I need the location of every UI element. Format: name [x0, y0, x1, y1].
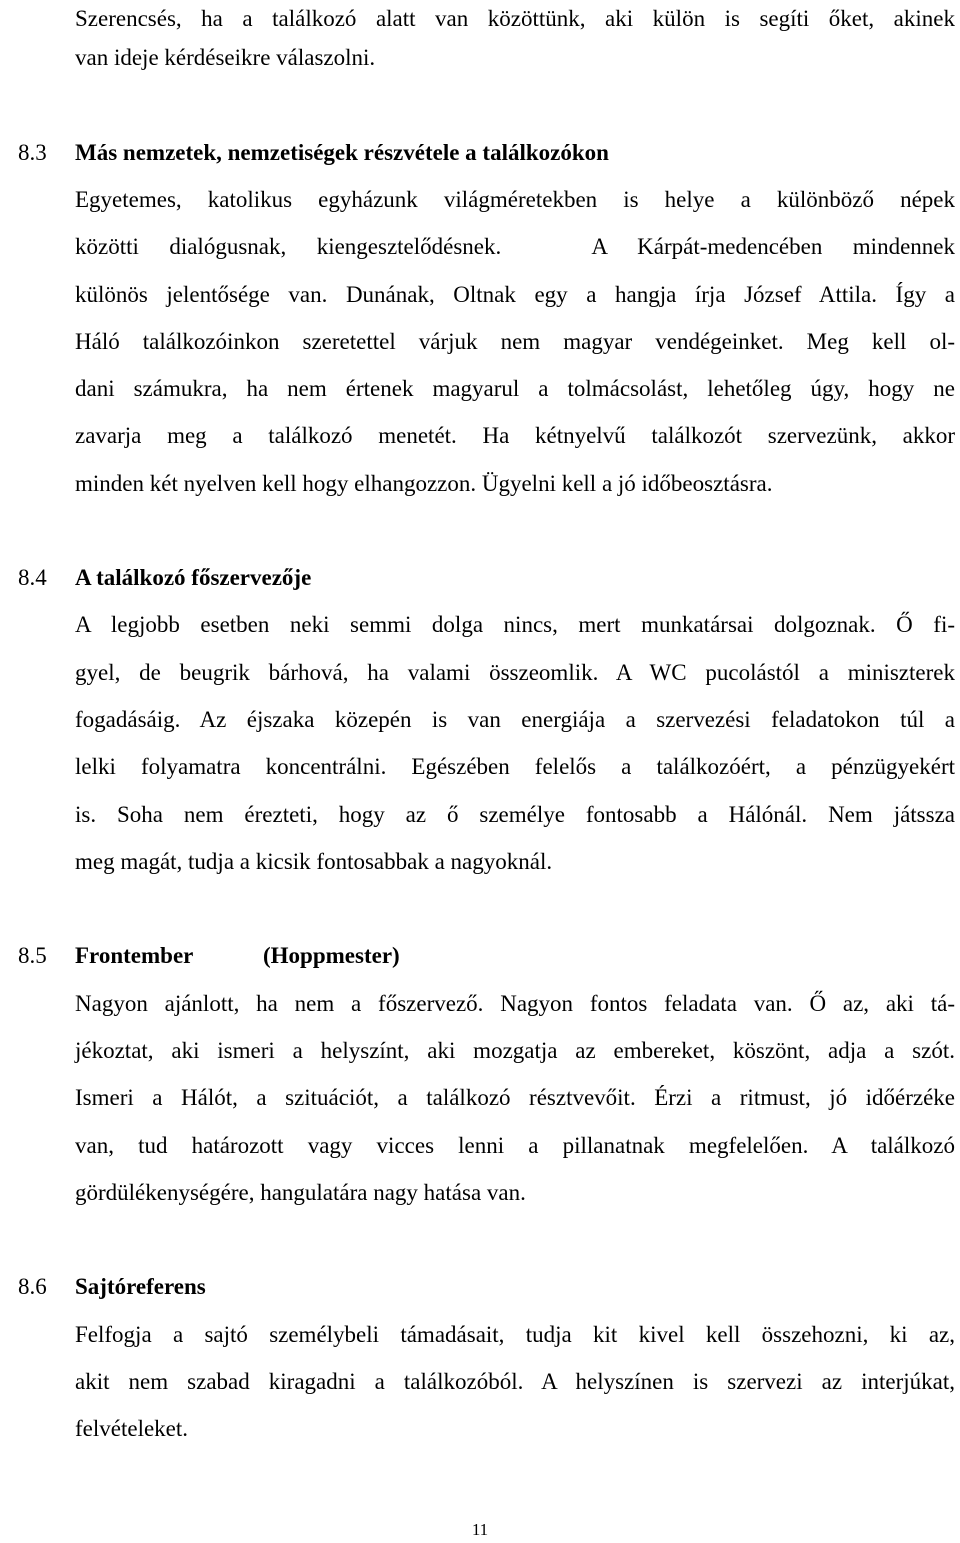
paragraph-line: lelki folyamatra koncentrálni. Egészében felelős a találkozóért, a pénzügyekért	[75, 754, 955, 779]
paragraph-line: Nagyon ajánlott, ha nem a főszervező. Nagyon fontos feladata van. Ő az, aki tá-	[75, 991, 955, 1016]
paragraph-line: Felfogja a sajtó személybeli támadásait, tudja kit kivel kell összehozni, ki az,	[75, 1322, 955, 1347]
paragraph-line: meg magát, tudja a kicsik fontosabbak a nagyoknál.	[75, 849, 553, 874]
section-number: 8.3	[18, 140, 47, 165]
paragraph-line: van, tud határozott vagy vicces lenni a pillanatnak megfelelően. A találkozó	[75, 1133, 955, 1158]
intro-line: Szerencsés, ha a találkozó alatt van közöttünk, aki külön is segíti őket, akinek	[75, 6, 955, 31]
paragraph-line: dani számukra, ha nem értenek magyarul a tolmácsolást, lehetőleg úgy, hogy ne	[75, 376, 955, 401]
paragraph-line: akit nem szabad kiragadni a találkozóból. A helyszínen is szervezi az interjúkat,	[75, 1369, 955, 1394]
paragraph-line: különös jelentősége van. Dunának, Oltnak egy a hangja írja József Attila. Így a	[75, 282, 955, 307]
section-title: Sajtóreferens	[75, 1274, 206, 1299]
section-title: A találkozó főszervezője	[75, 565, 312, 590]
section-number: 8.6	[18, 1274, 47, 1299]
section-number: 8.4	[18, 565, 47, 590]
section-title: Más nemzetek, nemzetiségek részvétele a találkozókon	[75, 140, 609, 165]
paragraph-line: zavarja meg a találkozó menetét. Ha kétnyelvű találkozót szervezünk, akkor	[75, 423, 955, 448]
paragraph-line: fogadásáig. Az éjszaka közepén is van energiája a szervezési feladatokon túl a	[75, 707, 955, 732]
paragraph-line: gyel, de beugrik bárhová, ha valami összeomlik. A WC pucolástól a miniszterek	[75, 660, 955, 685]
paragraph-line: jékoztat, aki ismeri a helyszínt, aki mozgatja az embereket, köszönt, adja a szót.	[75, 1038, 955, 1063]
paragraph-line: közötti dialógusnak, kiengesztelődésnek. A Kárpát-medencében mindennek	[75, 234, 955, 259]
section-number: 8.5	[18, 943, 47, 968]
paragraph-line: Háló találkozóinkon szeretettel várjuk nem magyar vendégeinket. Meg kell ol-	[75, 329, 955, 354]
intro-line: van ideje kérdéseikre válaszolni.	[75, 45, 376, 70]
paragraph-line: gördülékenységére, hangulatára nagy hatása van.	[75, 1180, 526, 1205]
paragraph-line: minden két nyelven kell hogy elhangozzon. Ügyelni kell a jó időbeosztásra.	[75, 471, 773, 496]
paragraph-line: A legjobb esetben neki semmi dolga nincs, mert munkatársai dolgoznak. Ő fi-	[75, 612, 955, 637]
paragraph-line: Ismeri a Hálót, a szituációt, a találkozó résztvevőit. Érzi a ritmust, jó időérzéke	[75, 1085, 955, 1110]
page-number: 11	[471, 1520, 489, 1539]
paragraph-line: felvételeket.	[75, 1416, 189, 1441]
section-title: Frontember	[75, 943, 194, 968]
section-title-extra: (Hoppmester)	[263, 943, 400, 968]
paragraph-line: Egyetemes, katolikus egyházunk világméretekben is helye a különböző népek	[75, 187, 955, 212]
paragraph-line: is. Soha nem érezteti, hogy az ő személye fontosabb a Hálónál. Nem játssza	[75, 802, 955, 827]
